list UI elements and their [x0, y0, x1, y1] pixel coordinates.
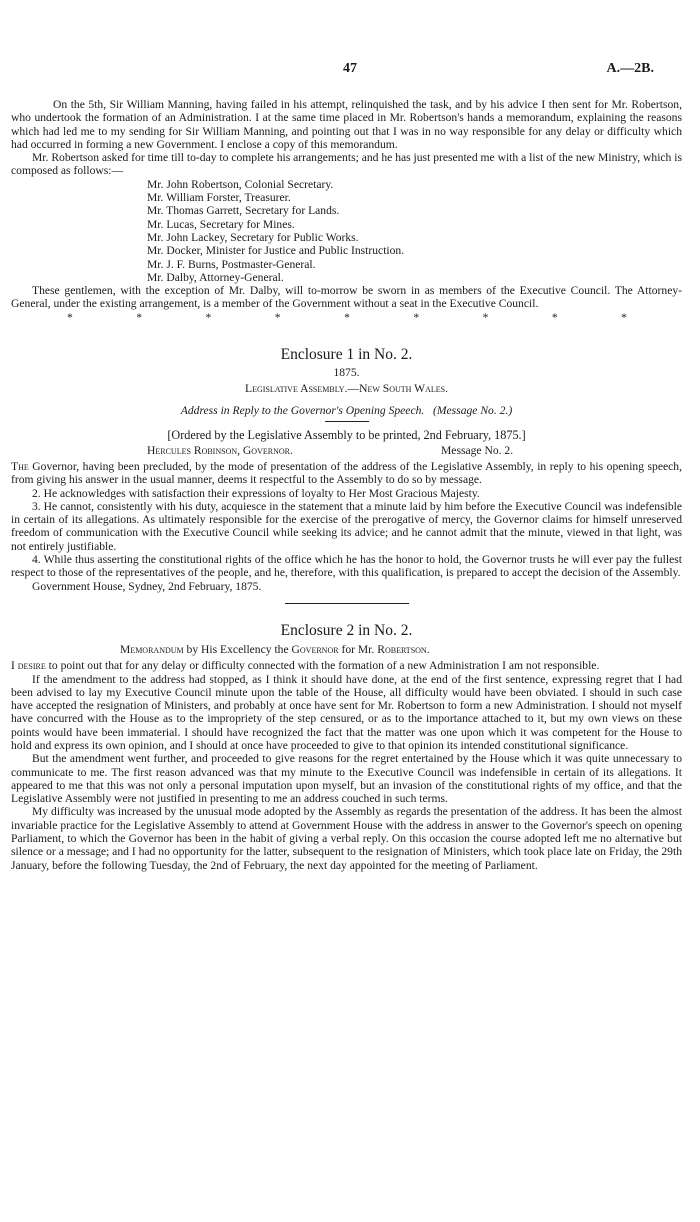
- memo-name: Robertson.: [377, 642, 430, 656]
- page-number: 47: [343, 61, 357, 76]
- paragraph-text: Governor, having been precluded, by the mode of presentation of the address of the Legislative Assembly, in reply to his opening speech, from giving his answer in the usual manner, deems it respectful to the Assembly to do so by message.: [11, 459, 682, 487]
- paragraph-robertson-list: Mr. Robertson asked for time till to-day to complete his arrangements; and he has just presented me with a list of the new Ministry, which is composed as follows:—: [11, 151, 682, 178]
- ministry-item: Mr. J. F. Burns, Postmaster-General.: [147, 257, 316, 271]
- enclosure-2-title: Enclosure 2 in No. 2.: [280, 621, 413, 639]
- enclosure-1-paragraph-1: [11, 460, 682, 487]
- ministry-item: Mr. Dalby, Attorney-General.: [147, 270, 284, 284]
- star: *: [551, 310, 558, 324]
- star: *: [67, 310, 73, 324]
- memo-for: for Mr.: [338, 642, 378, 656]
- star: *: [482, 310, 489, 324]
- star: *: [205, 310, 212, 324]
- document-reference: A.—2B.: [606, 61, 654, 76]
- star: *: [344, 310, 350, 324]
- enclosure-1-subtitle: Address in Reply to the Governor's Opening Speech.: [180, 404, 425, 418]
- ministry-item: Mr. Docker, Minister for Justice and Public Instruction.: [147, 244, 405, 258]
- enclosure-1-title: Enclosure 1 in No. 2.: [280, 345, 413, 363]
- memo-word: Memorandum: [120, 642, 184, 656]
- star: *: [621, 310, 627, 324]
- asterism: [11, 311, 682, 324]
- enclosure-2-paragraph-3: But the amendment went further, and proceeded to give reasons for the regret entertained by the House which it was quite unnecessary to communicate to me. The first reason advanced was that my minute to the Executive Council was indefensible in certain of its allegations. It appeared to me that this was not only a personal imputation upon myself, but an invasion of the constitutional rights of my office, and that the Legislative Assembly were not justified in presenting to me an address couched in such terms.: [11, 752, 682, 806]
- enclosure-1-legislature: Legislative Assembly.—New South Wales.: [245, 382, 448, 396]
- ministry-list: [11, 178, 682, 284]
- enclosure-1-subtitle-line: [11, 404, 682, 417]
- page-body: [11, 98, 682, 872]
- divider: [325, 421, 369, 422]
- section-divider: [285, 603, 409, 604]
- star: *: [413, 310, 420, 324]
- ministry-item: Mr. John Robertson, Colonial Secretary.: [147, 177, 334, 191]
- paragraph-text: to point out that for any delay or difficulty connected with the formation of a new Administration I am not responsible.: [45, 659, 600, 673]
- page-header: [0, 62, 700, 78]
- memo-by: by His Excellency the: [183, 642, 292, 656]
- paragraph-manning: On the 5th, Sir William Manning, having failed in his attempt, relinquished the task, and by his advice I then sent for Mr. Robertson, who undertook the formation of an Administration. I at the same time placed in Mr. Robertson's hands a memorandum, explaining the reasons which had led me to my sending for Sir William Manning, and pointing out that I was in no way responsible for any delay or difficulty which had occurred in forming a new Government. I enclose a copy of this memorandum.: [11, 98, 682, 151]
- enclosure-1-paragraph-2: 2. He acknowledges with satisfaction their expressions of loyalty to Her Most Gracious Majesty.: [32, 486, 480, 500]
- enclosure-1-signature-line: [11, 444, 682, 457]
- ministry-item: Mr. Lucas, Secretary for Mines.: [147, 217, 295, 231]
- enclosure-2-heading: [11, 643, 682, 656]
- enclosure-1-paragraph-3: 3. He cannot, consistently with his duty, acquiesce in the statement that a minute laid by him before the Executive Council was indefensible in certain of its allegations. As ultimately responsible for the exercise of the prerogative of mercy, the Governor claims for himself unreserved freedom of communication with the Executive Council while seeking its advice; and he cannot admit that the minute, viewed in that light, was not entirely justifiable.: [11, 499, 682, 553]
- enclosure-2-paragraph-2: If the amendment to the address had stopped, as I think it should have done, at the end of the first sentence, expressing regret that I had been advised to lay my Executive Council minute upon the table of the House, all difficulty would have been obviated. I should in such case have accepted the resignation of Ministers, and probably at once have sent for Mr. Robertson to form a new Administration. I should not myself have concurred with the House as to the impropriety of the step censured, or as to the importance attached to it, but my own views on these points would have been immaterial. I should have recognized the fact that the matter was one upon which it was competent for the House to hold and express its own opinion, and I should at once have proceeded to give to that opinion its intended constitutional significance.: [11, 672, 682, 752]
- enclosure-2-paragraph-1: [11, 659, 682, 672]
- enclosure-1-signatory: Hercules Robinson, Governor.: [147, 443, 293, 457]
- star: *: [274, 310, 281, 324]
- ministry-item: Mr. John Lackey, Secretary for Public Works.: [147, 230, 359, 244]
- enclosure-1-message-ref: (Message No. 2.): [433, 404, 513, 418]
- enclosure-2-paragraph-4: My difficulty was increased by the unusual mode adopted by the Assembly as regards the presentation of the address. It has been the almost invariable practice for the Legislative Assembly to attend at Government House with the address in answer to the Governor's speech on opening Parliament, to which the Governor has been in the habit of giving a verbal reply. On this occasion the course adopted left me no alternative but silence or a message; and I had no opportunity for the latter, subsequent to the resignation of Ministers, which took place late on Friday, the 29th January, before the following Tuesday, the 2nd of February, the next day appointed for the meeting of Parliament.: [11, 805, 682, 872]
- paragraph-executive-council: These gentlemen, with the exception of Mr. Dalby, will to-morrow be sworn in as members of the Executive Council. The Attorney-General, under the existing arrangement, is a member of the Government without a seat in the Executive Council.: [11, 284, 682, 311]
- memo-governor: Governor: [291, 642, 339, 656]
- lead-word: The: [11, 459, 29, 473]
- enclosure-1-year: 1875.: [333, 365, 360, 379]
- ministry-item: Mr. Thomas Garrett, Secretary for Lands.: [147, 204, 340, 218]
- enclosure-1-dateline: Government House, Sydney, 2nd February, 1875.: [32, 579, 262, 593]
- ministry-item: Mr. William Forster, Treasurer.: [147, 191, 291, 205]
- enclosure-1-message-no: Message No. 2.: [441, 443, 514, 457]
- enclosure-1-paragraph-4: 4. While thus asserting the constitutional rights of the office which he has the honor to hold, the Governor trusts he will ever pay the fullest respect to those of the representatives of the people, and he, therefore, with this qualification, is prepared to accept the decision of the Assembly.: [11, 553, 682, 580]
- star: *: [136, 310, 143, 324]
- enclosure-1-ordered: [Ordered by the Legislative Assembly to be printed, 2nd February, 1875.]: [167, 427, 526, 442]
- lead-word: I desire: [11, 659, 46, 673]
